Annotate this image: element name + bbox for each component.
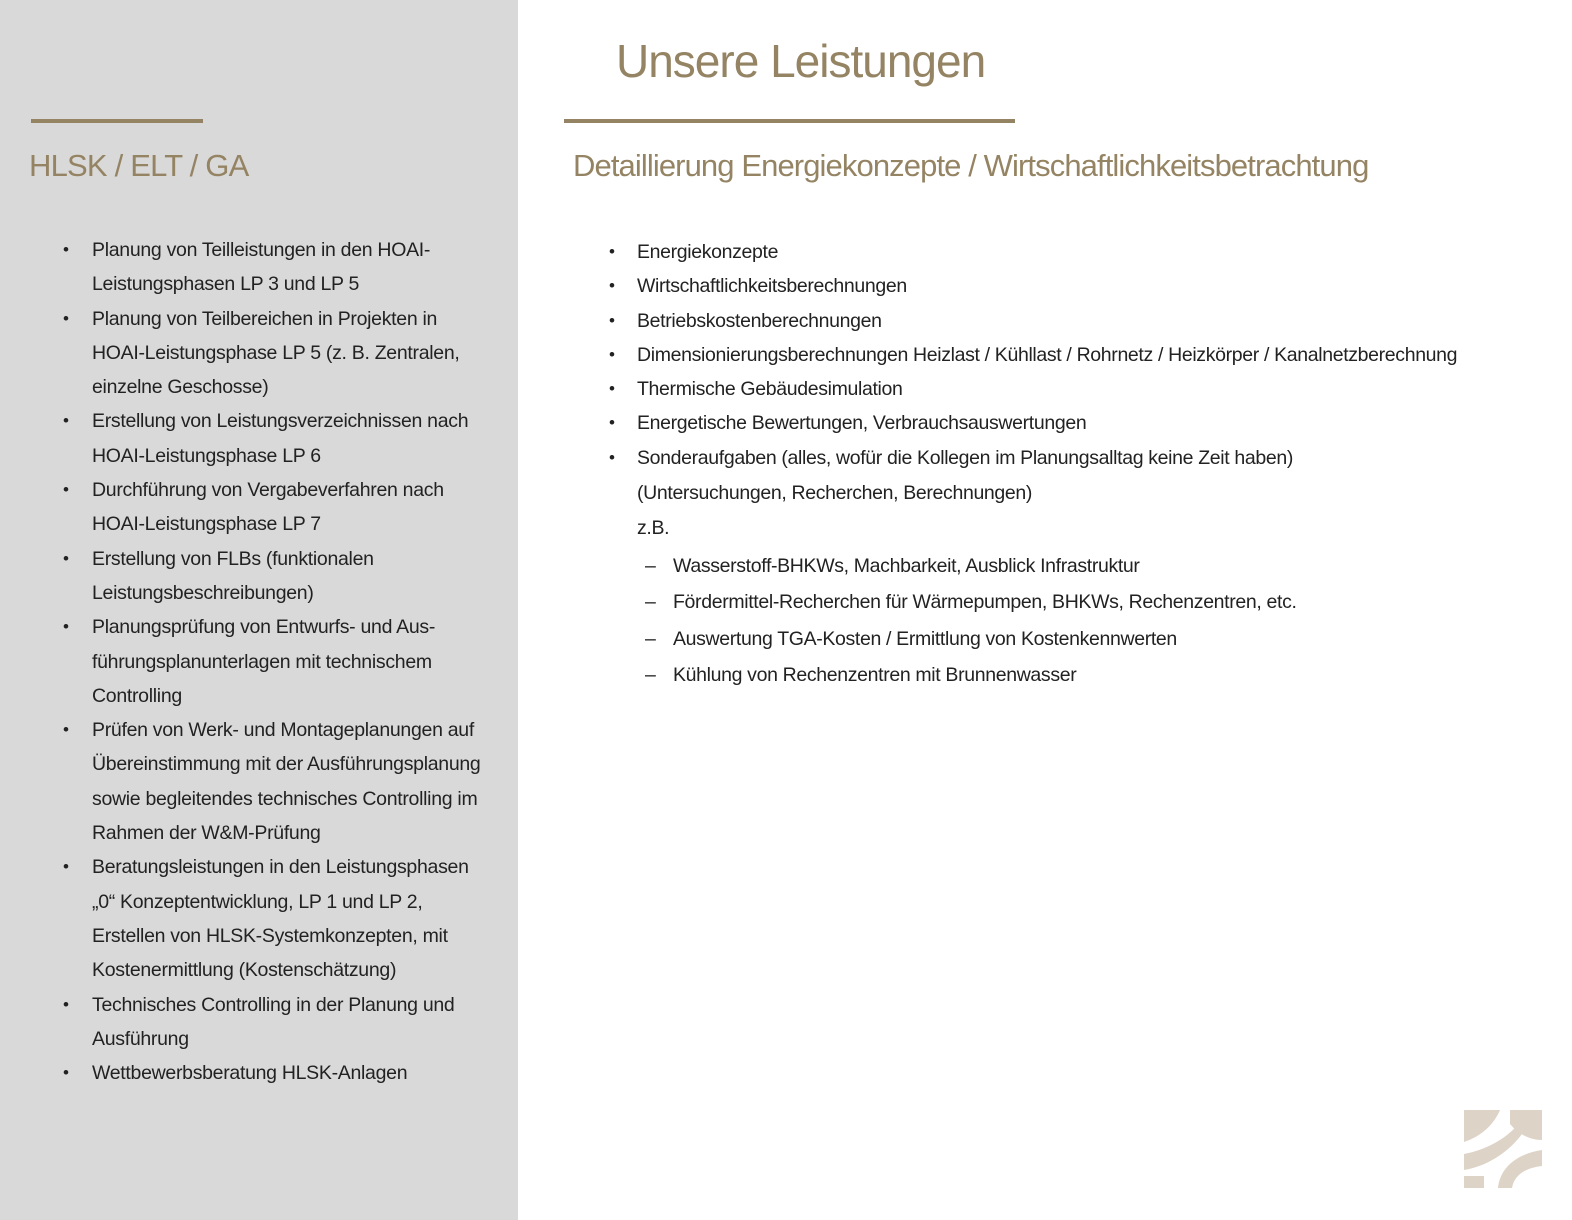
services-list (607, 235, 1527, 546)
list-item: • Prüfen von Werk- und Montageplanungen auf Übereinstimmung mit der Ausführungsplanung sowie begleitendes technisches Controlling im Rahmen der W&M-Prüfung (62, 713, 482, 850)
list-item: • Wettbewerbsberatung HLSK-Anlagen (62, 1056, 482, 1090)
list-item: • Planung von Teilleistungen in den HOAI-Leistungsphasen LP 3 und LP 5 (62, 233, 482, 302)
list-item: • Erstellung von Leistungsverzeichnissen nach HOAI-Leistungsphase LP 6 (62, 404, 482, 473)
list-item (607, 235, 1527, 269)
list-item-label: Betriebskostenberechnungen (637, 309, 882, 332)
sub-list-item: – Fördermittel-Recherchen für Wärmepumpen, BHKWs, Rechenzentren, etc. (645, 584, 1297, 620)
list-item: • Durchführung von Vergabeverfahren nach HOAI-Leistungsphase LP 7 (62, 473, 482, 542)
special-tasks-example-label: z.B. (637, 517, 670, 540)
list-item-label: Energetische Bewertungen, Verbrauchsauswertungen (637, 412, 1087, 435)
list-item (607, 269, 1527, 303)
list-item: • Planungsprüfung von Entwurfs- und Aus-führungsplanunterlagen mit technischem Controlling (62, 610, 482, 713)
list-item (607, 406, 1527, 440)
list-item: • Technisches Controlling in der Planung und Ausführung (62, 988, 482, 1057)
list-item (607, 304, 1527, 338)
title-divider (564, 119, 1015, 123)
sub-list-item: – Wasserstoff-BHKWs, Machbarkeit, Ausblick Infrastruktur (645, 548, 1297, 584)
sidebar-list (62, 233, 482, 1090)
list-item-label: Energiekonzepte (637, 241, 779, 263)
list-item-label: Dimensionierungsberechnungen Heizlast / Kühllast / Rohrnetz / Heizkörper / Kanalnetzberechnung (637, 343, 1458, 366)
list-item: • Planung von Teilbereichen in Projekten in HOAI-Leistungsphase LP 5 (z. B. Zentralen, einzelne Geschosse) (62, 302, 482, 405)
sidebar-divider (31, 119, 203, 123)
sub-list-item: – Auswertung TGA-Kosten / Ermittlung von Kostenkennwerten (645, 621, 1297, 657)
sidebar-heading: HLSK / ELT / GA (29, 148, 249, 183)
examples-sublist (645, 548, 1297, 693)
special-tasks-continuation: (Untersuchungen, Recherchen, Berechnungen) (637, 482, 1033, 505)
list-item-label: Wirtschaftlichkeitsberechnungen (637, 275, 907, 298)
list-item (607, 338, 1527, 372)
list-item: • Erstellung von FLBs (funktionalen Leistungsbeschreibungen) (62, 542, 482, 611)
list-item-label: Sonderaufgaben (alles, wofür die Kollegen im Planungsalltag keine Zeit haben) (637, 446, 1293, 469)
list-item (607, 372, 1527, 406)
list-item: • Beratungsleistungen in den Leistungsphasen „0“ Konzeptentwicklung, LP 1 und LP 2, Erstellen von HLSK-Systemkonzepten, mit Kostenermittlung (Kostenschätzung) (62, 850, 482, 987)
brand-logo-icon (1464, 1110, 1542, 1188)
sub-list-item: – Kühlung von Rechenzentren mit Brunnenwasser (645, 657, 1297, 693)
list-item-special-tasks (607, 441, 1527, 546)
section-heading: Detaillierung Energiekonzepte / Wirtschaftlichkeitsbetrachtung (573, 148, 1369, 183)
list-item-label: Thermische Gebäudesimulation (637, 378, 903, 401)
sidebar-panel (0, 0, 518, 1220)
page-title: Unsere Leistungen (616, 35, 986, 87)
